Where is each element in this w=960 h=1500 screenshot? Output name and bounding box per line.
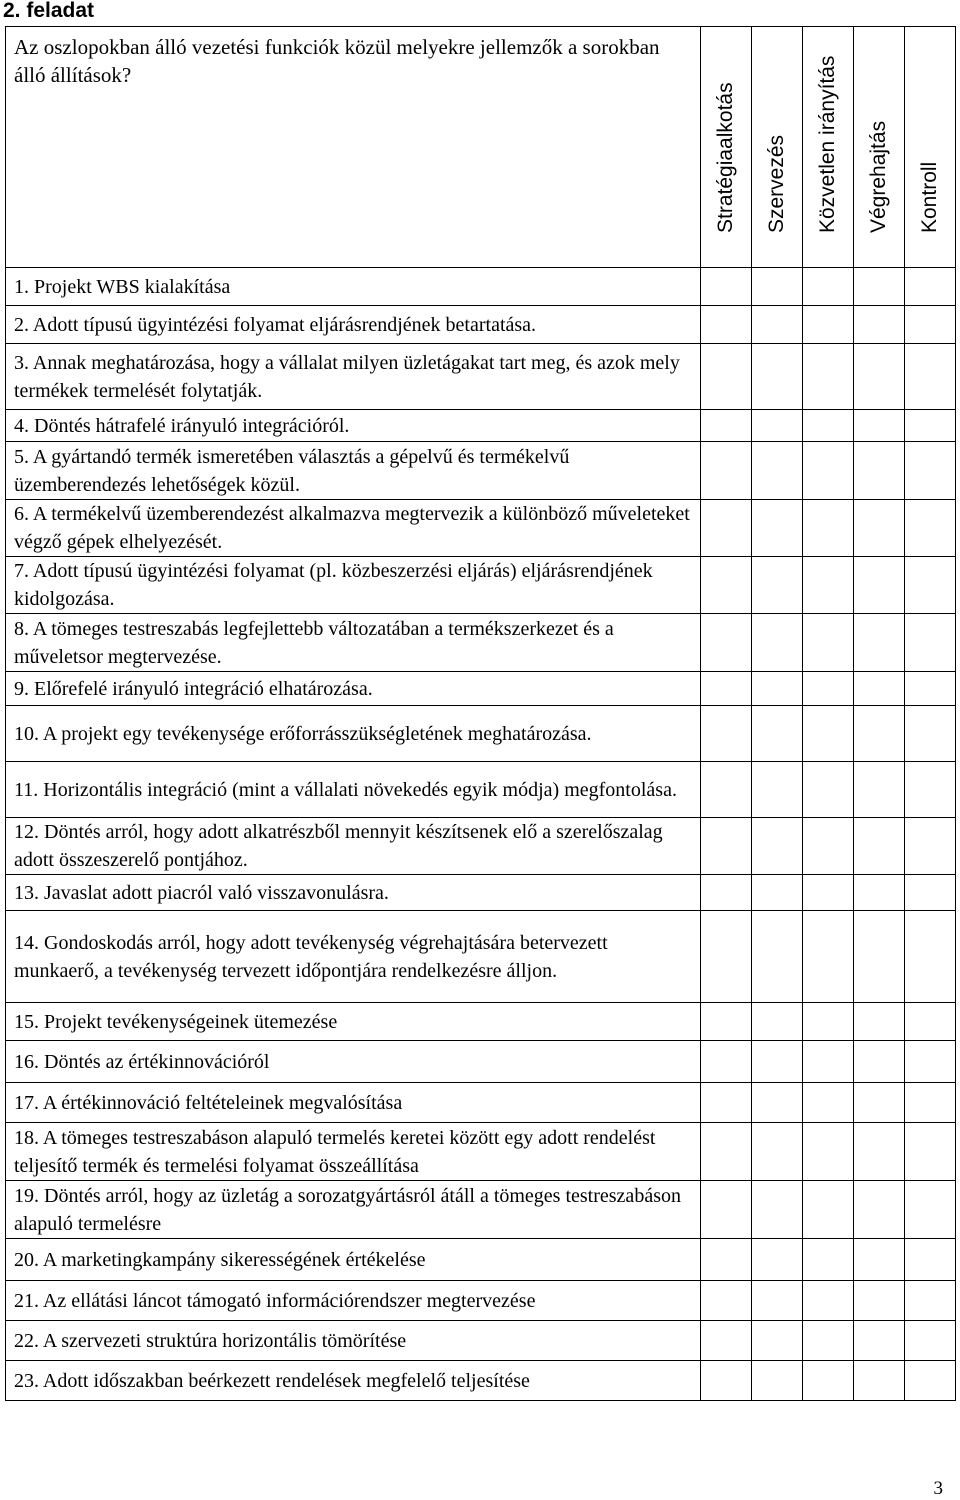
statement-text: 11. Horizontális integráció (mint a vállalati növekedés egyik módja) megfontolása. [6,762,701,818]
statement-text: 18. A tömeges testreszabáson alapuló termelés keretei között egy adott rendelést teljesítő termék és termelési folyamat összeállítása [6,1123,701,1181]
answer-cell[interactable] [854,1321,905,1361]
answer-cell[interactable] [854,1361,905,1401]
answer-cell[interactable] [803,706,854,762]
answer-cell[interactable] [803,911,854,1003]
answer-cell[interactable] [752,410,803,442]
table-row [6,344,956,410]
answer-cell[interactable] [905,762,956,818]
statement-text: 9. Előrefelé irányuló integráció elhatározása. [6,672,701,706]
table-row [6,762,956,818]
statement-text: 15. Projekt tevékenységeinek ütemezése [6,1003,701,1041]
answer-cell[interactable] [752,1239,803,1281]
answer-cell[interactable] [905,1123,956,1181]
answer-cell[interactable] [803,1361,854,1401]
column-header-kozvetlen-iranyitas: Közvetlen irányítás [803,27,854,268]
answer-cell[interactable] [803,672,854,706]
answer-cell[interactable] [752,706,803,762]
answer-cell[interactable] [905,306,956,344]
answer-cell[interactable] [752,1123,803,1181]
answer-cell[interactable] [854,706,905,762]
answer-cell[interactable] [803,557,854,614]
answer-cell[interactable] [905,268,956,306]
answer-cell[interactable] [854,1281,905,1321]
answer-cell[interactable] [905,1361,956,1401]
answer-cell[interactable] [701,557,752,614]
answer-cell[interactable] [803,1321,854,1361]
statement-text: 1. Projekt WBS kialakítása [6,268,701,306]
answer-cell[interactable] [905,1041,956,1083]
answer-cell[interactable] [752,818,803,875]
answer-cell[interactable] [701,1361,752,1401]
section-title: 2. feladat [3,0,95,22]
table-row [6,875,956,911]
answer-cell[interactable] [701,410,752,442]
answer-cell[interactable] [803,410,854,442]
answer-cell[interactable] [905,818,956,875]
table-row [6,1281,956,1321]
answer-cell[interactable] [701,762,752,818]
statement-text: 6. A termékelvű üzemberendezést alkalmazva megtervezik a különböző műveleteket végző gépek elhelyezését. [6,500,701,557]
answer-cell[interactable] [752,1041,803,1083]
table-row [6,442,956,500]
answer-cell[interactable] [905,875,956,911]
answer-cell[interactable] [905,706,956,762]
answer-cell[interactable] [803,875,854,911]
table-row [6,1321,956,1361]
answer-cell[interactable] [905,1281,956,1321]
answer-cell[interactable] [752,614,803,672]
answer-cell[interactable] [905,1083,956,1123]
answer-cell[interactable] [905,1003,956,1041]
answer-cell[interactable] [905,557,956,614]
statement-text: 16. Döntés az értékinnovációról [6,1041,701,1083]
column-header-kontroll: Kontroll [905,27,956,268]
table-row [6,557,956,614]
answer-cell[interactable] [854,268,905,306]
statement-text: 22. A szervezeti struktúra horizontális tömörítése [6,1321,701,1361]
statement-text: 12. Döntés arról, hogy adott alkatrészből mennyit készítsenek elő a szerelőszalag adott összeszerelő pontjához. [6,818,701,875]
table-row [6,306,956,344]
answer-cell[interactable] [854,306,905,344]
answer-cell[interactable] [701,672,752,706]
column-header-strategiaalkotas: Stratégiaalkotás [701,27,752,268]
answer-cell[interactable] [752,500,803,557]
statement-text: 3. Annak meghatározása, hogy a vállalat milyen üzletágakat tart meg, és azok mely termékek termelését folytatják. [6,344,701,410]
table-row [6,1083,956,1123]
answer-cell[interactable] [752,875,803,911]
statement-text: 14. Gondoskodás arról, hogy adott tevékenység végrehajtására betervezett munkaerő, a tevékenység tervezett időpontjára rendelkezésre álljon. [6,911,701,1003]
answer-cell[interactable] [752,344,803,410]
table-row [6,911,956,1003]
answer-cell[interactable] [854,672,905,706]
answer-cell[interactable] [905,1321,956,1361]
answer-cell[interactable] [803,1123,854,1181]
answer-cell[interactable] [701,1083,752,1123]
table-row [6,1041,956,1083]
table-row [6,706,956,762]
answer-cell[interactable] [701,1041,752,1083]
table-row [6,500,956,557]
answer-cell[interactable] [752,268,803,306]
answer-cell[interactable] [803,762,854,818]
answer-cell[interactable] [701,614,752,672]
answer-cell[interactable] [752,1003,803,1041]
answer-cell[interactable] [701,875,752,911]
answer-cell[interactable] [701,344,752,410]
answer-cell[interactable] [752,911,803,1003]
answer-cell[interactable] [854,442,905,500]
statement-text: 4. Döntés hátrafelé irányuló integrációról. [6,410,701,442]
answer-cell[interactable] [701,500,752,557]
answer-cell[interactable] [854,762,905,818]
answer-cell[interactable] [905,1239,956,1281]
answer-cell[interactable] [803,268,854,306]
question-text: Az oszlopokban álló vezetési funkciók közül melyekre jellemzők a sorokban álló állítások? [6,27,701,268]
answer-cell[interactable] [854,911,905,1003]
answer-cell[interactable] [905,344,956,410]
answer-cell[interactable] [752,762,803,818]
answer-cell[interactable] [803,344,854,410]
answer-cell[interactable] [854,1239,905,1281]
answer-cell[interactable] [701,306,752,344]
answer-cell[interactable] [701,1181,752,1239]
answer-cell[interactable] [701,706,752,762]
answer-cell[interactable] [803,818,854,875]
answer-cell[interactable] [752,1181,803,1239]
table-row [6,818,956,875]
answer-cell[interactable] [905,442,956,500]
table-row [6,268,956,306]
table-row [6,1123,956,1181]
statement-text: 13. Javaslat adott piacról való visszavonulásra. [6,875,701,911]
answer-cell[interactable] [854,875,905,911]
answer-cell[interactable] [803,614,854,672]
answer-cell[interactable] [701,442,752,500]
answer-cell[interactable] [854,614,905,672]
answer-cell[interactable] [701,1239,752,1281]
statement-text: 7. Adott típusú ügyintézési folyamat (pl. közbeszerzési eljárás) eljárásrendjének kidolgozása. [6,557,701,614]
answer-cell[interactable] [701,1281,752,1321]
answer-cell[interactable] [854,1123,905,1181]
table-row [6,614,956,672]
statement-text: 10. A projekt egy tevékenysége erőforrásszükségletének meghatározása. [6,706,701,762]
statement-text: 21. Az ellátási láncot támogató információrendszer megtervezése [6,1281,701,1321]
answer-cell[interactable] [803,1239,854,1281]
answer-cell[interactable] [854,818,905,875]
answer-cell[interactable] [803,306,854,344]
answer-grid [5,26,956,1401]
statement-text: 17. A értékinnováció feltételeinek megvalósítása [6,1083,701,1123]
table-row [6,1361,956,1401]
answer-cell[interactable] [701,911,752,1003]
statement-text: 2. Adott típusú ügyintézési folyamat eljárásrendjének betartatása. [6,306,701,344]
answer-cell[interactable] [701,1003,752,1041]
answer-cell[interactable] [854,344,905,410]
answer-cell[interactable] [905,500,956,557]
answer-cell[interactable] [752,557,803,614]
answer-cell[interactable] [752,1361,803,1401]
table-row [6,672,956,706]
column-header-vegrehajtas: Végrehajtás [854,27,905,268]
table-row [6,1003,956,1041]
answer-cell[interactable] [752,1321,803,1361]
statement-text: 19. Döntés arról, hogy az üzletág a sorozatgyártásról átáll a tömeges testreszabáson alapuló termelésre [6,1181,701,1239]
answer-cell[interactable] [701,818,752,875]
answer-cell[interactable] [752,1083,803,1123]
answer-cell[interactable] [701,268,752,306]
answer-cell[interactable] [854,410,905,442]
table-row [6,1239,956,1281]
answer-cell[interactable] [752,672,803,706]
table-row [6,410,956,442]
answer-cell[interactable] [905,911,956,1003]
answer-cell[interactable] [854,1041,905,1083]
answer-cell[interactable] [803,1181,854,1239]
answer-cell[interactable] [752,306,803,344]
answer-cell[interactable] [803,442,854,500]
answer-cell[interactable] [905,672,956,706]
column-header-szervezes: Szervezés [752,27,803,268]
statement-text: 20. A marketingkampány sikerességének értékelése [6,1239,701,1281]
header-row [6,27,956,268]
answer-cell[interactable] [803,500,854,557]
answer-cell[interactable] [803,1281,854,1321]
answer-cell[interactable] [701,1321,752,1361]
answer-cell[interactable] [854,1003,905,1041]
answer-cell[interactable] [752,442,803,500]
answer-cell[interactable] [905,1181,956,1239]
answer-cell[interactable] [854,500,905,557]
statement-text: 23. Adott időszakban beérkezett rendelések megfelelő teljesítése [6,1361,701,1401]
statement-text: 5. A gyártandó termék ismeretében választás a gépelvű és termékelvű üzemberendezés lehetőségek közül. [6,442,701,500]
statement-text: 8. A tömeges testreszabás legfejlettebb változatában a termékszerkezet és a műveletsor megtervezése. [6,614,701,672]
answer-cell[interactable] [854,1181,905,1239]
answer-cell[interactable] [905,410,956,442]
answer-cell[interactable] [803,1003,854,1041]
answer-cell[interactable] [701,1123,752,1181]
answer-cell[interactable] [854,557,905,614]
answer-cell[interactable] [905,614,956,672]
answer-cell[interactable] [803,1083,854,1123]
answer-cell[interactable] [803,1041,854,1083]
page-number: 3 [933,1478,943,1499]
answer-cell[interactable] [854,1083,905,1123]
table-row [6,1181,956,1239]
answer-cell[interactable] [752,1281,803,1321]
